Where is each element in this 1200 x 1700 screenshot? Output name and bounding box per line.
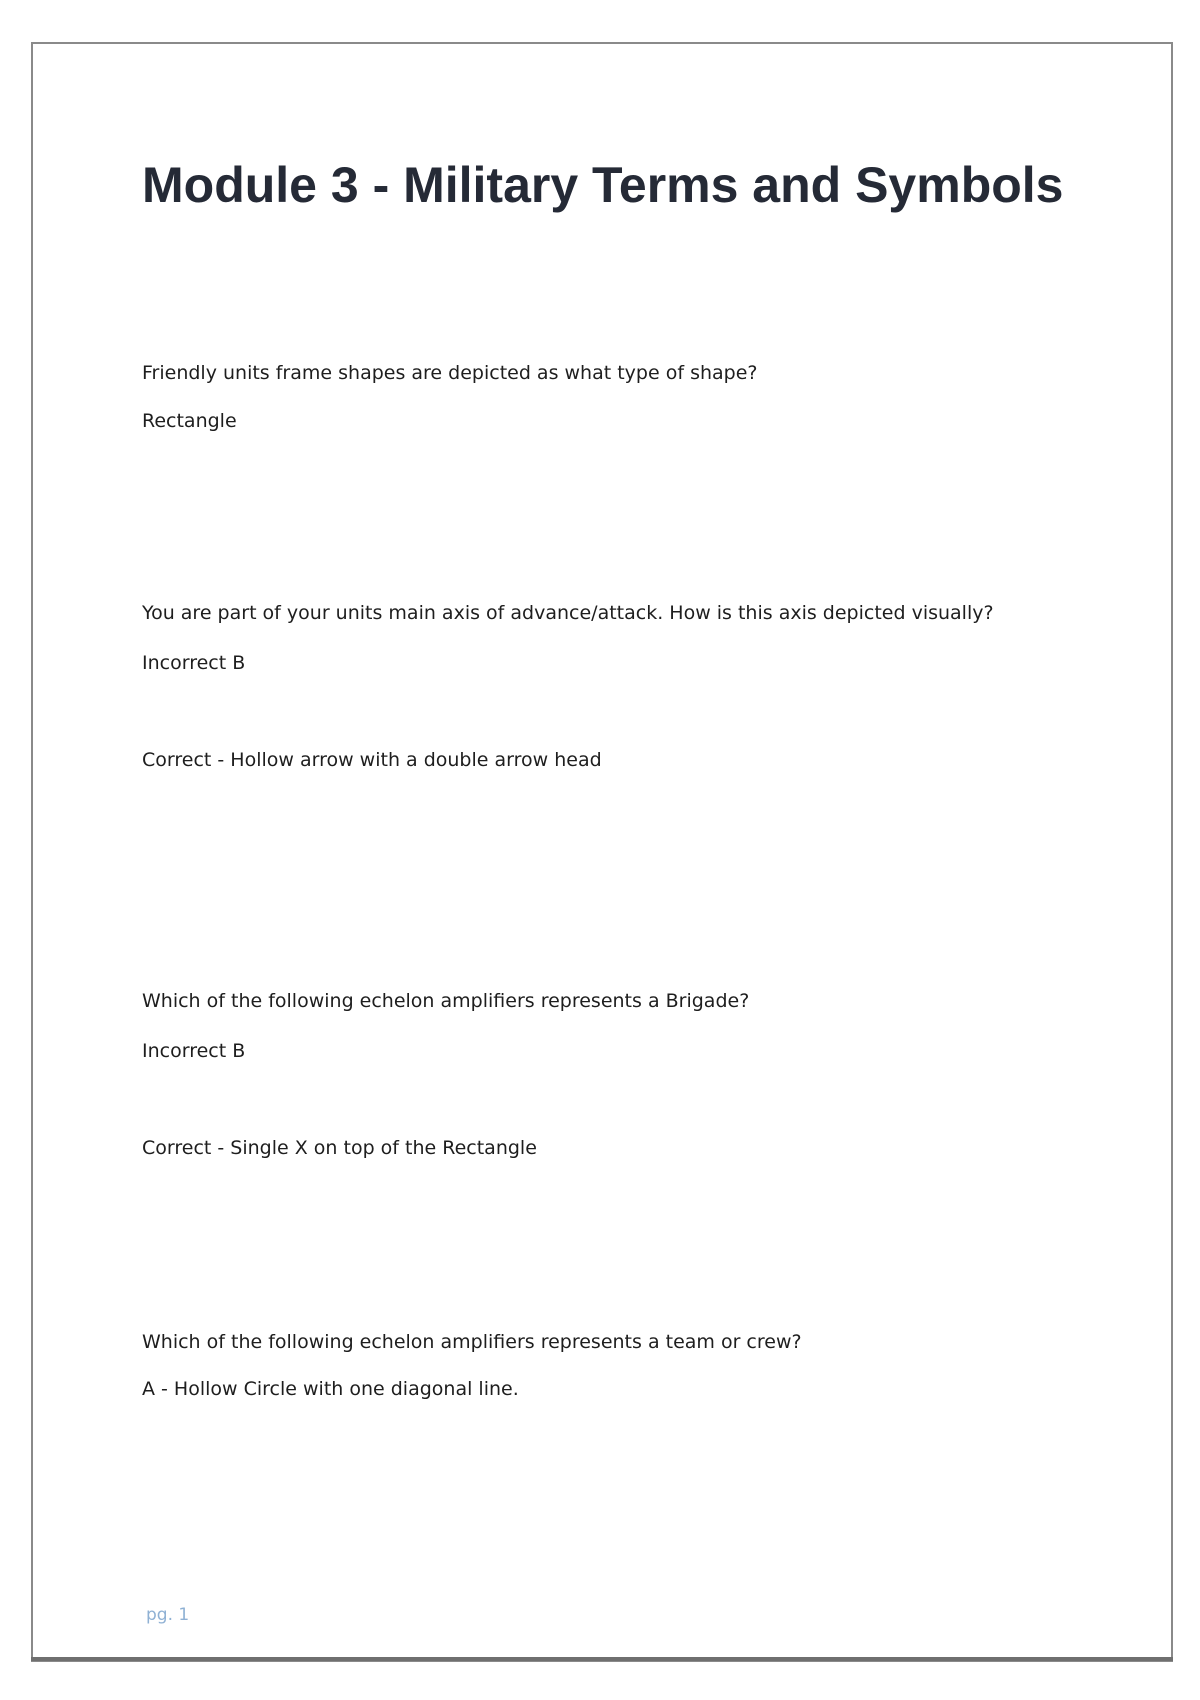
- question-2: You are part of your units main axis of advance/attack. How is this axis depicted visually?: [142, 602, 994, 624]
- incorrect-answer-3: Incorrect B: [142, 1040, 246, 1062]
- correct-answer-2: Correct - Hollow arrow with a double arrow head: [142, 749, 602, 771]
- question-1: Friendly units frame shapes are depicted as what type of shape?: [142, 362, 758, 384]
- answer-4: A - Hollow Circle with one diagonal line.: [142, 1378, 519, 1400]
- question-3: Which of the following echelon amplifiers represents a Brigade?: [142, 990, 750, 1012]
- correct-answer-3: Correct - Single X on top of the Rectangle: [142, 1137, 537, 1159]
- answer-1: Rectangle: [142, 410, 237, 432]
- page-title: Module 3 - Military Terms and Symbols: [142, 157, 1064, 213]
- question-4: Which of the following echelon amplifiers represents a team or crew?: [142, 1331, 802, 1353]
- page-frame: [31, 42, 1173, 1662]
- incorrect-answer-2: Incorrect B: [142, 652, 246, 674]
- page-number: pg. 1: [146, 1605, 190, 1625]
- footer-rule: [31, 1657, 1173, 1661]
